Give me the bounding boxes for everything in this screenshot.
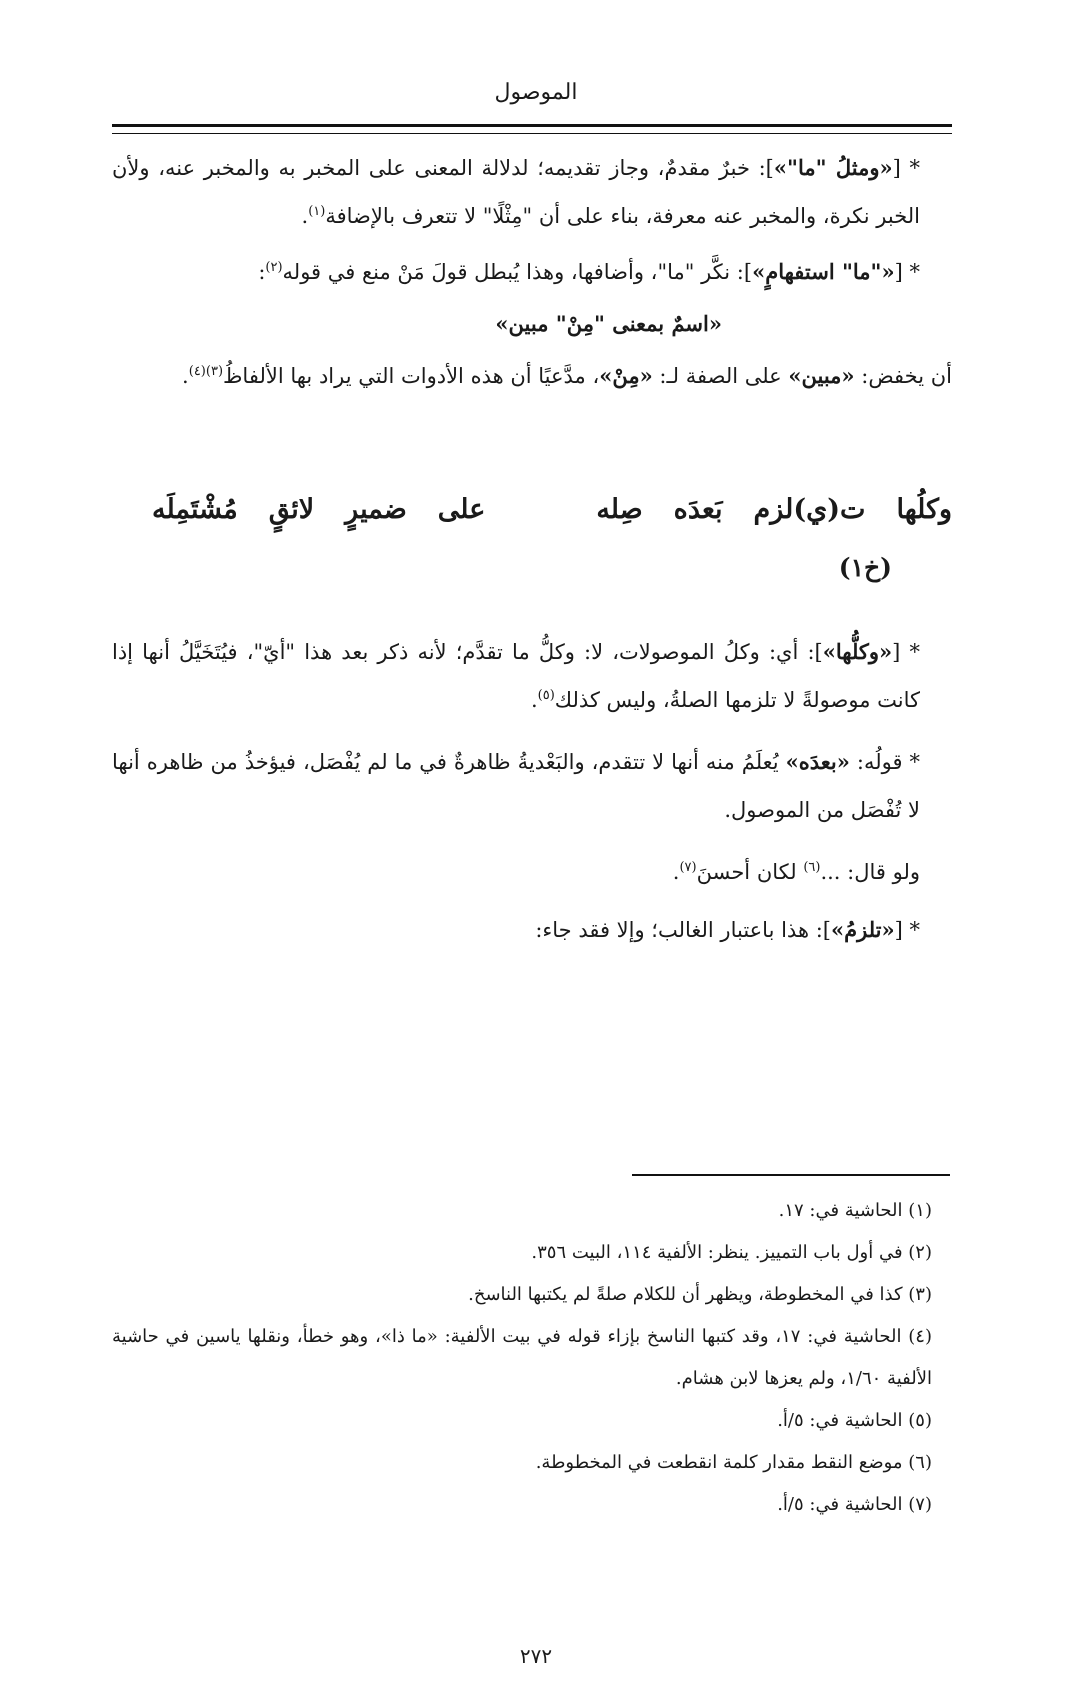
star-marker: * [ [892, 640, 920, 664]
paragraph-kulluha [112, 628, 952, 724]
footnote-item: (١) الحاشية في: ١٧. [778, 1200, 932, 1221]
footnote-ref: (٧) [679, 860, 697, 875]
lemma-bold: «مبين» [788, 363, 855, 388]
paragraph-text: ]: نكَّر "ما"، وأضافها، وهذا يُبطل قولَ مَنْ منع في قوله [282, 260, 753, 284]
paragraph-text: لكان أحسنَ [696, 860, 804, 884]
commentary-block-2 [112, 628, 952, 954]
verse-word: مُشْتَمِلَه [152, 494, 238, 525]
footnote-ref: (٢) [265, 260, 283, 275]
verse-code: (خ١) [838, 553, 892, 582]
paragraph-text: على الصفة لـ: [652, 364, 789, 388]
footnote-ref: (٣)(٤) [188, 364, 224, 379]
paragraph-ma-istifham [112, 248, 952, 296]
paragraph-end: . [301, 204, 309, 228]
paragraph-yakhfid [112, 352, 952, 400]
lemma-bold: «ومثلُ "ما"» [773, 155, 893, 180]
footnote-ref: (٦) [803, 860, 821, 875]
quoted-line: «اسمٌ بمعنى "مِنْ" مبين» [495, 311, 722, 336]
footnote-item: (٢) في أول باب التمييز. ينظر: الألفية ١١٤، البيت ٣٥٦. [531, 1242, 932, 1263]
paragraph-end: . [672, 860, 680, 884]
running-header: الموصول [494, 80, 578, 105]
paragraph-text: أن يخفض: [854, 364, 952, 388]
verse-word: ضميرٍ [345, 494, 407, 525]
header-rule-thin [112, 133, 952, 134]
footnote-separator [632, 1174, 950, 1176]
lemma-bold: «مِنْ» [599, 363, 653, 388]
page-number: ٢٧٢ [519, 1644, 553, 1668]
paragraph-text: ، مدَّعيًا أن هذه الأدوات التي يراد بها الألفاظُ [223, 364, 600, 388]
footnote-ref: (٥) [537, 688, 555, 703]
verse-word: وكلُها [896, 494, 952, 525]
paragraph-talzamu [112, 906, 952, 954]
verse-word: على [437, 494, 486, 525]
star-marker: * [ [894, 918, 920, 942]
paragraph-text: ]: أي: وكلُ الموصولات، لا: وكلُّ ما تقدَّم؛ لأنه ذكر بعد هذا "أيّ"، فيُتَخَيَّلُ أنها إذا كانت موصولةً لا تلزمها الصلةُ، وليس كذلك [112, 640, 920, 712]
paragraph-text: ولو قال: ... [820, 860, 920, 884]
lemma-bold: «تلزمُ» [830, 917, 895, 942]
paragraph-text: ]: هذا باعتبار الغالب؛ وإلا فقد جاء: [535, 918, 831, 942]
verse-word: صِله [596, 494, 643, 525]
footnote-item: (٣) كذا في المخطوطة، ويظهر أن للكلام صلةً لم يكتبها الناسخ. [468, 1284, 932, 1305]
footnote-item: (٦) موضع النقط مقدار كلمة انقطعت في المخطوطة. [535, 1452, 932, 1473]
footnote-item: (٥) الحاشية في: ٥/أ. [777, 1410, 932, 1431]
paragraph-badahu [112, 738, 952, 834]
paragraph-text: * قولُه: [849, 750, 920, 774]
lemma-bold: «وكلُّها» [822, 639, 893, 664]
footnote-item: (٧) الحاشية في: ٥/أ. [777, 1494, 932, 1515]
header-rule-thick [112, 124, 952, 127]
star-marker: * [ [892, 156, 920, 180]
verse-word: لائقٍ [268, 494, 315, 525]
paragraph-end: : [258, 260, 266, 284]
paragraph-end: . [530, 688, 538, 712]
lemma-bold: «"ما" استفهامٍ» [752, 259, 895, 284]
lemma-bold: «بعدَه» [785, 749, 850, 774]
paragraph-mithl-ma [112, 144, 952, 240]
paragraph-end: . [182, 364, 189, 388]
verse-row [112, 486, 952, 534]
footnotes [112, 1190, 952, 1526]
verse-word: بَعدَه [673, 494, 723, 525]
verse-word: ت(ي)لزم [753, 494, 866, 525]
footnote-item: (٤) الحاشية في: ١٧، وقد كتبها الناسخ بإزاء قوله في بيت الألفية: «ما ذا»، وهو خطأ، ونقلها ياسين في حاشية الألفية ١/٦٠، ولم يعزها لابن هشام. [112, 1326, 932, 1389]
commentary-block-1 [112, 144, 952, 400]
paragraph-text: ]: خبرٌ مقدمٌ، وجاز تقديمه؛ لدلالة المعنى على المخبر به والمخبر عنه، ولأن الخبر نكرة، والمخبر عنه معرفة، بناء على أن "مِثْلًا" لا تتعرف بالإضافة [112, 156, 920, 228]
paragraph-law-qala [112, 848, 952, 896]
verse-line [112, 486, 952, 592]
paragraph-text: يُعلَمُ منه أنها لا تتقدم، والبَعْديةُ ظاهرةٌ في ما لم يُفْصَل، فيؤخذُ من ظاهره أنها لا تُفْصَل من الموصول. [112, 750, 920, 822]
footnote-ref: (١) [308, 204, 326, 219]
star-marker: * [ [894, 260, 920, 284]
